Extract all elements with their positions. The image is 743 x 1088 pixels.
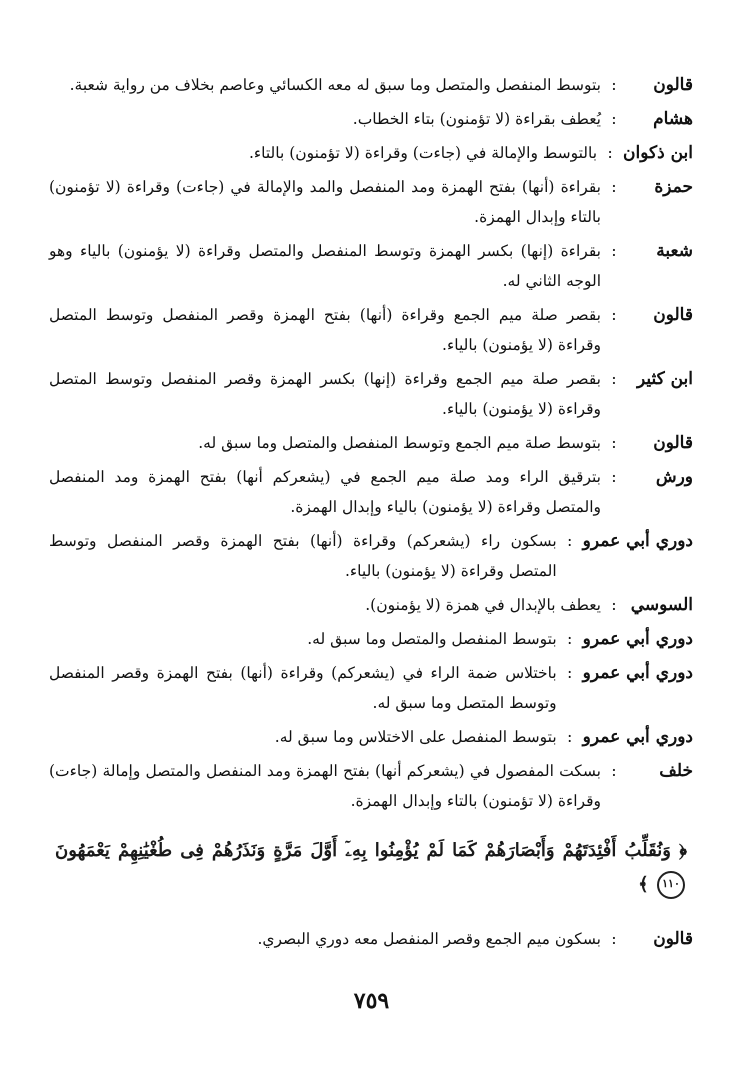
- separator: :: [611, 595, 617, 614]
- ayah-number-mark: ١١٠: [657, 871, 685, 899]
- list-item: [49, 428, 693, 458]
- separator: :: [611, 467, 617, 486]
- separator: :: [611, 75, 617, 94]
- reading-description: بسكون راء (يشعركم) وقراءة (أنها) بفتح الهمزة وقصر المنفصل وتوسط المتصل وقراءة (لا يؤمنون) بالياء.: [49, 532, 557, 580]
- reading-description: بقصر صلة ميم الجمع وقراءة (إنها) بكسر الهمزة وقصر المنفصل وتوسط المتصل وقراءة (لا يؤمنون) بالياء.: [49, 370, 601, 418]
- reading-description: بقصر صلة ميم الجمع وقراءة (أنها) بفتح الهمزة وقصر المنفصل وتوسط المتصل وقراءة (لا يؤمنون) بالياء.: [49, 306, 601, 354]
- separator: :: [611, 929, 617, 948]
- separator: :: [611, 761, 617, 780]
- list-item: [49, 172, 693, 232]
- list-item: [49, 70, 693, 100]
- separator: :: [611, 369, 617, 388]
- reading-description: بتوسط المنفصل على الاختلاس وما سبق له.: [274, 728, 557, 746]
- quran-close-bracket: ﴾: [638, 874, 649, 895]
- reading-description: بالتوسط والإمالة في (جاءت) وقراءة (لا تؤمنون) بالتاء.: [248, 144, 598, 162]
- list-item: [49, 236, 693, 296]
- list-item: [49, 462, 693, 522]
- list-item: [49, 590, 693, 620]
- reading-description: بسكت المفصول في (يشعركم أنها) بفتح الهمزة ومد المنفصل والمتصل وإمالة (جاءت) وقراءة (لا تؤمنون) بالتاء وإبدال الهمزة.: [49, 762, 601, 810]
- reader-name: قالون: [653, 929, 693, 949]
- page-number: ٧٥٩: [353, 988, 390, 1014]
- reader-name: هشام: [653, 109, 693, 129]
- reader-name: دوري أبي عمرو: [582, 629, 693, 649]
- reader-name: السوسي: [630, 595, 693, 615]
- separator: :: [611, 177, 617, 196]
- reading-description: يُعطف بقراءة (لا تؤمنون) بتاء الخطاب.: [352, 110, 601, 128]
- separator: :: [566, 663, 573, 682]
- list-item: [49, 756, 693, 816]
- quran-open-bracket: ﴿: [679, 840, 687, 861]
- reading-description: بتوسط صلة ميم الجمع وتوسط المنفصل والمتصل وما سبق له.: [198, 434, 601, 452]
- reading-description: بتوسط المنفصل والمتصل وما سبق له.: [307, 630, 557, 648]
- separator: :: [607, 143, 613, 162]
- list-item: [49, 104, 693, 134]
- reader-name: دوري أبي عمرو: [582, 531, 693, 551]
- reader-name: قالون: [653, 75, 693, 95]
- list-item: [49, 364, 693, 424]
- reading-description: يعطف بالإبدال في همزة (لا يؤمنون).: [365, 596, 601, 614]
- reader-name: خلف: [659, 761, 693, 781]
- reading-description: بقراءة (إنها) بكسر الهمزة وتوسط المنفصل والمتصل وقراءة (لا يؤمنون) بالياء وهو الوجه الثاني له.: [49, 242, 601, 290]
- quran-verse-text: وَنُقَلِّبُ أَفْئِدَتَهُمْ وَأَبْصَارَهُمْ كَمَا لَمْ يُؤْمِنُوا بِهِۦٓ أَوَّلَ مَرَّةٍ وَنَذَرُهُمْ فِى طُغْيَٰنِهِمْ يَعْمَهُونَ: [55, 840, 671, 861]
- list-item: [49, 658, 693, 718]
- separator: :: [611, 241, 617, 260]
- reader-name: شعبة: [656, 241, 693, 261]
- reading-description: باختلاس ضمة الراء في (يشعركم) وقراءة (أنها) بفتح الهمزة وقصر المنفصل وتوسط المتصل وما سبق له.: [49, 664, 557, 712]
- list-item: [49, 300, 693, 360]
- reading-description: بتوسط المنفصل والمتصل وما سبق له معه الكسائي وعاصم بخلاف من رواية شعبة.: [69, 76, 601, 94]
- reading-description: بسكون ميم الجمع وقصر المنفصل معه دوري البصري.: [257, 930, 601, 948]
- separator: :: [566, 727, 573, 746]
- separator: :: [566, 531, 573, 550]
- reader-name: قالون: [653, 305, 693, 325]
- reader-name: ابن كثير: [636, 369, 693, 389]
- reader-name: قالون: [653, 433, 693, 453]
- separator: :: [611, 109, 617, 128]
- reader-name: دوري أبي عمرو: [582, 727, 693, 747]
- reading-description: بقراءة (أنها) بفتح الهمزة ومد المنفصل والمد والإمالة في (جاءت) وقراءة (لا تؤمنون) بالتاء وإبدال الهمزة.: [49, 178, 601, 226]
- list-item: [49, 526, 693, 586]
- separator: :: [611, 305, 617, 324]
- list-item: [49, 722, 693, 752]
- separator: :: [566, 629, 573, 648]
- list-item: [49, 624, 693, 654]
- reader-name: حمزة: [654, 177, 693, 197]
- list-item: [49, 138, 693, 168]
- reading-description: بترقيق الراء ومد صلة ميم الجمع في (يشعركم أنها) بفتح الهمزة ومد المنفصل والمتصل وقراءة (لا يؤمنون) بالياء وإبدال الهمزة.: [49, 468, 601, 516]
- reader-name: ورش: [655, 467, 693, 487]
- quran-verse: [49, 834, 693, 902]
- document-page: [49, 70, 693, 958]
- list-item: [49, 924, 693, 954]
- reader-name: ابن ذكوان: [623, 143, 693, 163]
- separator: :: [611, 433, 617, 452]
- reader-name: دوري أبي عمرو: [582, 663, 693, 683]
